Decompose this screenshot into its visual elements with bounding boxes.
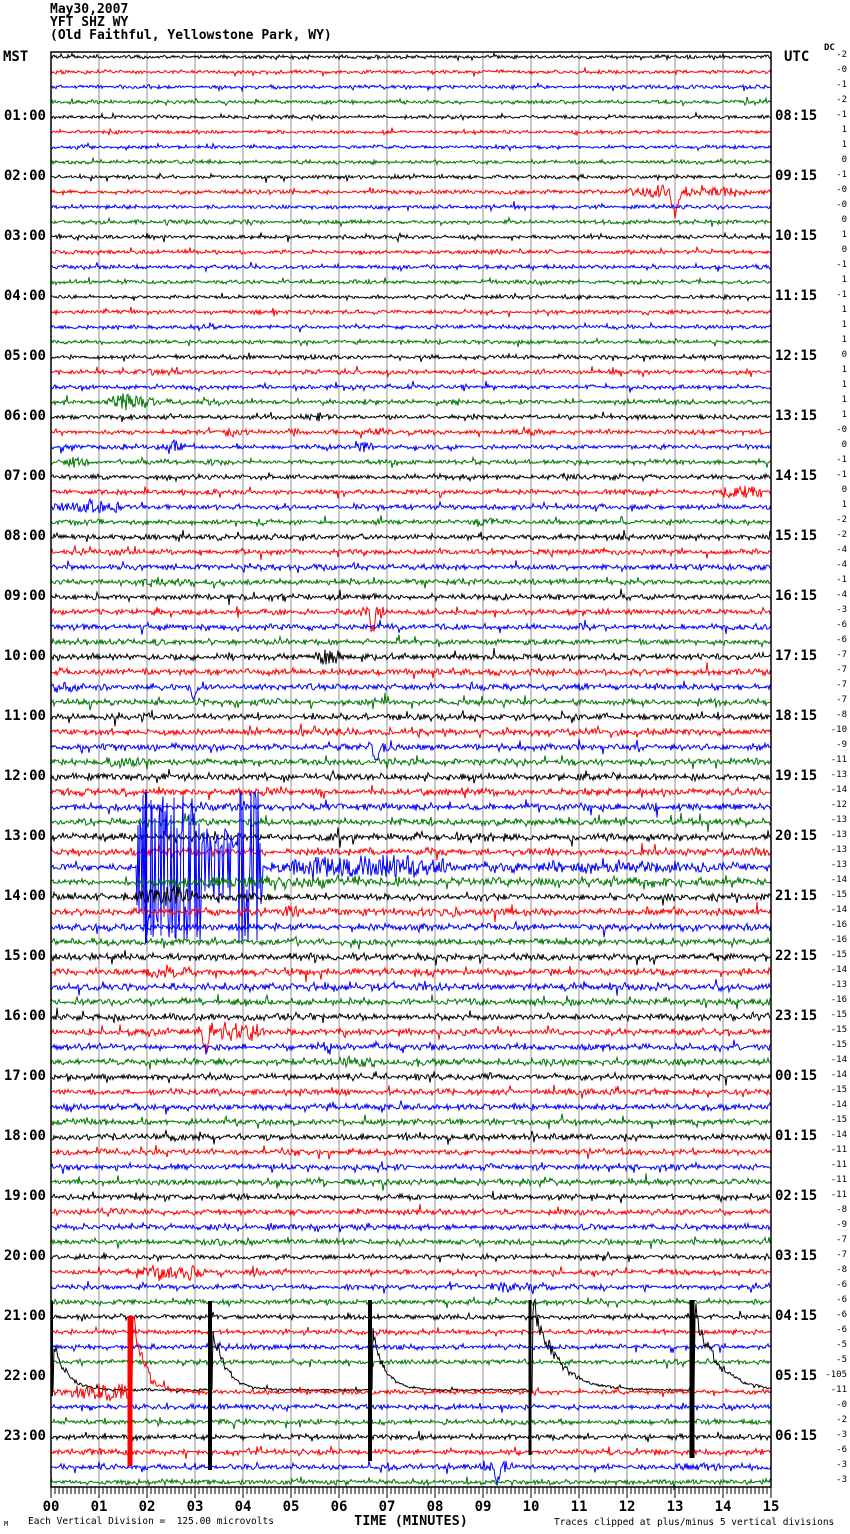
dc-offset-value: 1 bbox=[841, 305, 847, 315]
trace-row bbox=[51, 1223, 771, 1233]
utc-hour-label: 14:15 bbox=[775, 468, 818, 484]
clip-note: Traces clipped at plus/minus 5 vertical divisions bbox=[554, 1517, 835, 1528]
trace-row bbox=[51, 381, 771, 393]
trace-row bbox=[51, 1191, 771, 1203]
dc-offset-value: -9 bbox=[836, 740, 847, 750]
minute-tick-label: 06 bbox=[330, 1499, 348, 1515]
dc-offset-value: -1 bbox=[836, 260, 847, 270]
dc-offset-value: -2 bbox=[836, 1415, 847, 1425]
dc-offset-value: 1 bbox=[841, 125, 847, 135]
dc-offset-value: -6 bbox=[836, 1310, 847, 1320]
dc-offset-value: -1 bbox=[836, 110, 847, 120]
trace-row bbox=[51, 393, 771, 410]
utc-hour-label: 02:15 bbox=[775, 1188, 818, 1204]
trace-row bbox=[51, 965, 771, 983]
dc-offset-value: -1 bbox=[836, 80, 847, 90]
trace-row bbox=[51, 338, 771, 347]
utc-hour-label: 17:15 bbox=[775, 648, 818, 664]
mst-hour-label: 03:00 bbox=[3, 228, 46, 244]
minute-tick-label: 03 bbox=[186, 1499, 204, 1515]
mst-hour-label: 22:00 bbox=[3, 1368, 46, 1384]
dc-offset-value: 1 bbox=[841, 320, 847, 330]
trace-row bbox=[51, 158, 771, 165]
minute-tick-label: 11 bbox=[570, 1499, 588, 1515]
trace-row bbox=[51, 1101, 771, 1115]
trace-row bbox=[51, 1114, 771, 1129]
trace-row bbox=[51, 530, 771, 542]
dc-offset-value: -3 bbox=[836, 605, 847, 615]
mst-hour-label: 09:00 bbox=[3, 588, 46, 604]
dc-offset-value: -4 bbox=[836, 590, 847, 600]
dc-offset-value: -16 bbox=[830, 920, 847, 930]
trace-row bbox=[51, 1417, 771, 1429]
trace-row bbox=[51, 1431, 771, 1442]
dc-offset-value: -15 bbox=[830, 1025, 847, 1035]
trace-row bbox=[51, 681, 771, 699]
trace-row bbox=[51, 323, 771, 333]
trace-row bbox=[51, 724, 771, 738]
trace-row bbox=[51, 1008, 771, 1023]
trace-row bbox=[51, 1281, 771, 1294]
mst-hour-label: 17:00 bbox=[3, 1068, 46, 1084]
dc-offset-value: -2 bbox=[836, 515, 847, 525]
utc-hour-label: 22:15 bbox=[775, 948, 818, 964]
trace-row bbox=[51, 1252, 771, 1262]
trace-row bbox=[51, 994, 771, 1009]
trace-row bbox=[51, 1173, 771, 1190]
dc-offset-value: -15 bbox=[830, 1115, 847, 1125]
utc-hour-label: 13:15 bbox=[775, 408, 818, 424]
utc-hour-label: 12:15 bbox=[775, 348, 818, 364]
trace-row bbox=[51, 307, 771, 317]
trace-row bbox=[51, 1327, 771, 1337]
mst-hour-label: 14:00 bbox=[3, 888, 46, 904]
dc-offset-value: -7 bbox=[836, 665, 847, 675]
dc-offset-value: -8 bbox=[836, 1265, 847, 1275]
right-timezone-label: UTC bbox=[784, 49, 810, 65]
dc-offset-value: -0 bbox=[836, 1400, 847, 1410]
trace-row bbox=[51, 218, 771, 227]
trace-row bbox=[51, 515, 771, 527]
dc-offset-value: -15 bbox=[830, 1085, 847, 1095]
dc-offset-value: -6 bbox=[836, 1325, 847, 1335]
utc-hour-label: 03:15 bbox=[775, 1248, 818, 1264]
dc-offset-value: -3 bbox=[836, 1460, 847, 1470]
dc-offset-value: -5 bbox=[836, 1340, 847, 1350]
dc-offset-value: -8 bbox=[836, 1205, 847, 1215]
dc-offset-value: -7 bbox=[836, 1250, 847, 1260]
trace-row bbox=[51, 1237, 771, 1249]
dc-offset-value: -13 bbox=[830, 845, 847, 855]
dc-offset-value: -2 bbox=[836, 95, 847, 105]
dc-offset-value: -14 bbox=[830, 965, 847, 975]
dc-offset-value: -7 bbox=[836, 650, 847, 660]
mst-hour-label: 01:00 bbox=[3, 108, 46, 124]
dc-offset-value: -15 bbox=[830, 890, 847, 900]
dc-offset-value: -14 bbox=[830, 1055, 847, 1065]
trace-row bbox=[51, 785, 771, 800]
mst-hour-label: 02:00 bbox=[3, 168, 46, 184]
trace-row bbox=[51, 1343, 771, 1353]
dc-offset-value: -5 bbox=[836, 1355, 847, 1365]
mst-hour-label: 08:00 bbox=[3, 528, 46, 544]
minute-tick-label: 07 bbox=[378, 1499, 396, 1515]
utc-hour-label: 09:15 bbox=[775, 168, 818, 184]
utc-hour-label: 15:15 bbox=[775, 528, 818, 544]
trace-row bbox=[51, 769, 771, 783]
dc-offset-value: -0 bbox=[836, 200, 847, 210]
dc-offset-value: 1 bbox=[841, 395, 847, 405]
trace-row bbox=[51, 68, 771, 77]
trace-row bbox=[51, 979, 771, 996]
utc-hour-label: 08:15 bbox=[775, 108, 818, 124]
trace-row bbox=[51, 1145, 771, 1159]
dc-offset-value: -4 bbox=[836, 560, 847, 570]
trace-row bbox=[51, 1297, 771, 1308]
trace-row bbox=[51, 1446, 771, 1459]
trace-row bbox=[51, 53, 771, 60]
utc-hour-label: 19:15 bbox=[775, 768, 818, 784]
dc-offset-value: -6 bbox=[836, 1295, 847, 1305]
dc-offset-value: 1 bbox=[841, 275, 847, 285]
trace-row bbox=[51, 1359, 771, 1369]
mst-hour-label: 07:00 bbox=[3, 468, 46, 484]
dc-offset-value: -16 bbox=[830, 995, 847, 1005]
trace-row bbox=[51, 473, 771, 482]
dc-offset-value: -11 bbox=[830, 1160, 847, 1170]
trace-row bbox=[51, 561, 771, 574]
trace-row bbox=[51, 277, 771, 285]
utc-hour-label: 21:15 bbox=[775, 888, 818, 904]
trace-row bbox=[51, 1085, 771, 1099]
dc-offset-value: 1 bbox=[841, 410, 847, 420]
dc-offset-value: 1 bbox=[841, 380, 847, 390]
minute-tick-label: 10 bbox=[522, 1499, 540, 1515]
minute-tick-label: 15 bbox=[762, 1499, 780, 1515]
dc-offset-value: -11 bbox=[830, 1145, 847, 1155]
mst-hour-label: 04:00 bbox=[3, 288, 46, 304]
utc-hour-label: 05:15 bbox=[775, 1368, 818, 1384]
trace-row bbox=[51, 486, 771, 499]
dc-offset-value: -4 bbox=[836, 545, 847, 555]
corner-mark: M bbox=[4, 1520, 9, 1528]
dc-offset-value: -14 bbox=[830, 785, 847, 795]
trace-row bbox=[51, 875, 771, 890]
trace-row bbox=[51, 648, 771, 664]
trace-row bbox=[51, 922, 771, 937]
trace-row bbox=[51, 1300, 771, 1393]
dc-offset-value: -11 bbox=[830, 755, 847, 765]
dc-offset-value: 0 bbox=[841, 245, 847, 255]
trace-row bbox=[51, 792, 771, 942]
trace-row bbox=[51, 739, 771, 760]
trace-row bbox=[51, 1265, 771, 1281]
dc-offset-value: -7 bbox=[836, 680, 847, 690]
trace-row bbox=[51, 886, 771, 906]
mst-hour-label: 13:00 bbox=[3, 828, 46, 844]
trace-row bbox=[51, 113, 771, 120]
utc-hour-label: 16:15 bbox=[775, 588, 818, 604]
dc-offset-value: -2 bbox=[836, 530, 847, 540]
trace-row bbox=[51, 83, 771, 91]
dc-offset-value: 0 bbox=[841, 155, 847, 165]
minute-tick-label: 08 bbox=[426, 1499, 444, 1515]
trace-row bbox=[51, 293, 771, 301]
dc-offset-value: -105 bbox=[825, 1370, 847, 1380]
dc-offset-value: -6 bbox=[836, 1445, 847, 1455]
mst-hour-label: 11:00 bbox=[3, 708, 46, 724]
dc-offset-value: 0 bbox=[841, 350, 847, 360]
dc-offset-value: -3 bbox=[836, 1475, 847, 1485]
mst-hour-label: 19:00 bbox=[3, 1188, 46, 1204]
dc-offset-value: 1 bbox=[841, 500, 847, 510]
axis-ticks bbox=[51, 1487, 771, 1498]
dc-offset-value: -1 bbox=[836, 290, 847, 300]
dc-offset-value: -14 bbox=[830, 1070, 847, 1080]
left-timezone-label: MST bbox=[3, 49, 29, 65]
dc-offset-value: -13 bbox=[830, 770, 847, 780]
dc-offset-value: -6 bbox=[836, 1280, 847, 1290]
dc-offset-value: -14 bbox=[830, 875, 847, 885]
dc-column-label: DC bbox=[824, 43, 835, 53]
mst-hour-label: 23:00 bbox=[3, 1428, 46, 1444]
trace-row bbox=[51, 173, 771, 182]
trace-row bbox=[51, 546, 771, 560]
minute-tick-label: 05 bbox=[282, 1499, 300, 1515]
location-title: (Old Faithful, Yellowstone Park, WY) bbox=[50, 28, 332, 43]
utc-hour-label: 04:15 bbox=[775, 1308, 818, 1324]
dc-offset-value: -13 bbox=[830, 980, 847, 990]
minute-tick-label: 02 bbox=[138, 1499, 156, 1515]
dc-offset-value: -15 bbox=[830, 1010, 847, 1020]
trace-row bbox=[51, 247, 771, 254]
minute-tick-label: 01 bbox=[90, 1499, 108, 1515]
dc-offset-value: -14 bbox=[830, 905, 847, 915]
dc-offset-value: -1 bbox=[836, 575, 847, 585]
dc-offset-value: -11 bbox=[830, 1385, 847, 1395]
trace-row bbox=[51, 201, 771, 211]
trace-row bbox=[51, 185, 771, 219]
dc-offset-value: -15 bbox=[830, 1040, 847, 1050]
xaxis-title: TIME (MINUTES) bbox=[354, 1513, 468, 1529]
trace-row bbox=[51, 1204, 771, 1217]
dc-offset-value: -1 bbox=[836, 470, 847, 480]
dc-offset-value: -14 bbox=[830, 1130, 847, 1140]
trace-row bbox=[51, 412, 771, 422]
trace-row bbox=[51, 1162, 771, 1174]
trace-row bbox=[51, 427, 771, 438]
minute-tick-label: 12 bbox=[618, 1499, 636, 1515]
dc-offset-value: -1 bbox=[836, 170, 847, 180]
dc-offset-value: 0 bbox=[841, 215, 847, 225]
utc-hour-label: 23:15 bbox=[775, 1008, 818, 1024]
dc-offset-value: -12 bbox=[830, 800, 847, 810]
trace-row bbox=[51, 1317, 771, 1401]
trace-row bbox=[51, 262, 771, 272]
trace-row bbox=[51, 662, 771, 679]
mst-hour-label: 20:00 bbox=[3, 1248, 46, 1264]
trace-row bbox=[51, 440, 771, 454]
dc-offset-value: -13 bbox=[830, 860, 847, 870]
station-title: YFT SHZ WY bbox=[50, 15, 129, 30]
trace-row bbox=[51, 1403, 771, 1413]
minute-tick-label: 09 bbox=[474, 1499, 492, 1515]
trace-row bbox=[51, 1056, 771, 1069]
dc-offset-value: -2 bbox=[836, 50, 847, 60]
trace-row bbox=[51, 620, 771, 635]
utc-hour-label: 11:15 bbox=[775, 288, 818, 304]
trace-row bbox=[51, 577, 771, 589]
dc-offset-value: 1 bbox=[841, 140, 847, 150]
mst-hour-label: 16:00 bbox=[3, 1008, 46, 1024]
mst-hour-label: 12:00 bbox=[3, 768, 46, 784]
mst-hour-label: 15:00 bbox=[3, 948, 46, 964]
dc-offset-value: -3 bbox=[836, 1430, 847, 1440]
trace-row bbox=[51, 1130, 771, 1145]
utc-hour-label: 18:15 bbox=[775, 708, 818, 724]
trace-row bbox=[51, 950, 771, 965]
dc-offset-value: -13 bbox=[830, 815, 847, 825]
mst-hour-label: 05:00 bbox=[3, 348, 46, 364]
utc-hour-label: 01:15 bbox=[775, 1128, 818, 1144]
dc-offset-value: -16 bbox=[830, 935, 847, 945]
trace-row bbox=[51, 937, 771, 950]
scale-note: Each Vertical Division = 125.00 microvolts bbox=[28, 1516, 274, 1527]
minute-tick-label: 00 bbox=[42, 1499, 60, 1515]
dc-offset-value: -0 bbox=[836, 185, 847, 195]
trace-row bbox=[51, 143, 771, 150]
trace-row bbox=[51, 353, 771, 362]
dc-offset-value: -14 bbox=[830, 1100, 847, 1110]
trace-row bbox=[51, 693, 771, 711]
trace-row bbox=[51, 710, 771, 726]
trace-row bbox=[51, 366, 771, 377]
mst-hour-label: 18:00 bbox=[3, 1128, 46, 1144]
trace-row bbox=[51, 233, 771, 243]
dc-offset-value: -15 bbox=[830, 950, 847, 960]
minute-tick-label: 13 bbox=[666, 1499, 684, 1515]
minute-tick-label: 04 bbox=[234, 1499, 252, 1515]
dc-offset-value: -6 bbox=[836, 620, 847, 630]
trace-row bbox=[51, 635, 771, 647]
trace-rows bbox=[51, 53, 771, 1490]
trace-row bbox=[51, 499, 771, 512]
trace-row bbox=[51, 589, 771, 605]
dc-offset-value: 0 bbox=[841, 440, 847, 450]
trace-row bbox=[51, 457, 771, 468]
dc-offset-value: -9 bbox=[836, 1220, 847, 1230]
mst-hour-label: 06:00 bbox=[3, 408, 46, 424]
minute-tick-label: 14 bbox=[714, 1499, 732, 1515]
utc-hour-label: 00:15 bbox=[775, 1068, 818, 1084]
dc-offset-value: -13 bbox=[830, 830, 847, 840]
mst-hour-label: 10:00 bbox=[3, 648, 46, 664]
dc-offset-value: -11 bbox=[830, 1175, 847, 1185]
mst-hour-label: 21:00 bbox=[3, 1308, 46, 1324]
trace-row bbox=[51, 1040, 771, 1055]
dc-offset-value: 1 bbox=[841, 365, 847, 375]
dc-offset-value: -7 bbox=[836, 695, 847, 705]
dc-offset-value: -11 bbox=[830, 1190, 847, 1200]
dc-offset-value: 1 bbox=[841, 335, 847, 345]
dc-offset-value: -6 bbox=[836, 635, 847, 645]
trace-row bbox=[51, 755, 771, 769]
utc-hour-label: 20:15 bbox=[775, 828, 818, 844]
date-title: May30,2007 bbox=[50, 2, 129, 17]
trace-row bbox=[51, 128, 771, 135]
dc-offset-value: -0 bbox=[836, 65, 847, 75]
dc-offset-value: 0 bbox=[841, 485, 847, 495]
dc-offset-value: -1 bbox=[836, 455, 847, 465]
trace-row bbox=[51, 1311, 771, 1321]
utc-hour-label: 10:15 bbox=[775, 228, 818, 244]
utc-hour-label: 06:15 bbox=[775, 1428, 818, 1444]
dc-offset-value: 1 bbox=[841, 230, 847, 240]
trace-row bbox=[51, 1071, 771, 1085]
dc-offset-value: -0 bbox=[836, 425, 847, 435]
dc-offset-value: -8 bbox=[836, 710, 847, 720]
trace-row bbox=[51, 97, 771, 106]
dc-offset-value: -7 bbox=[836, 1235, 847, 1245]
dc-offset-value: -10 bbox=[830, 725, 847, 735]
